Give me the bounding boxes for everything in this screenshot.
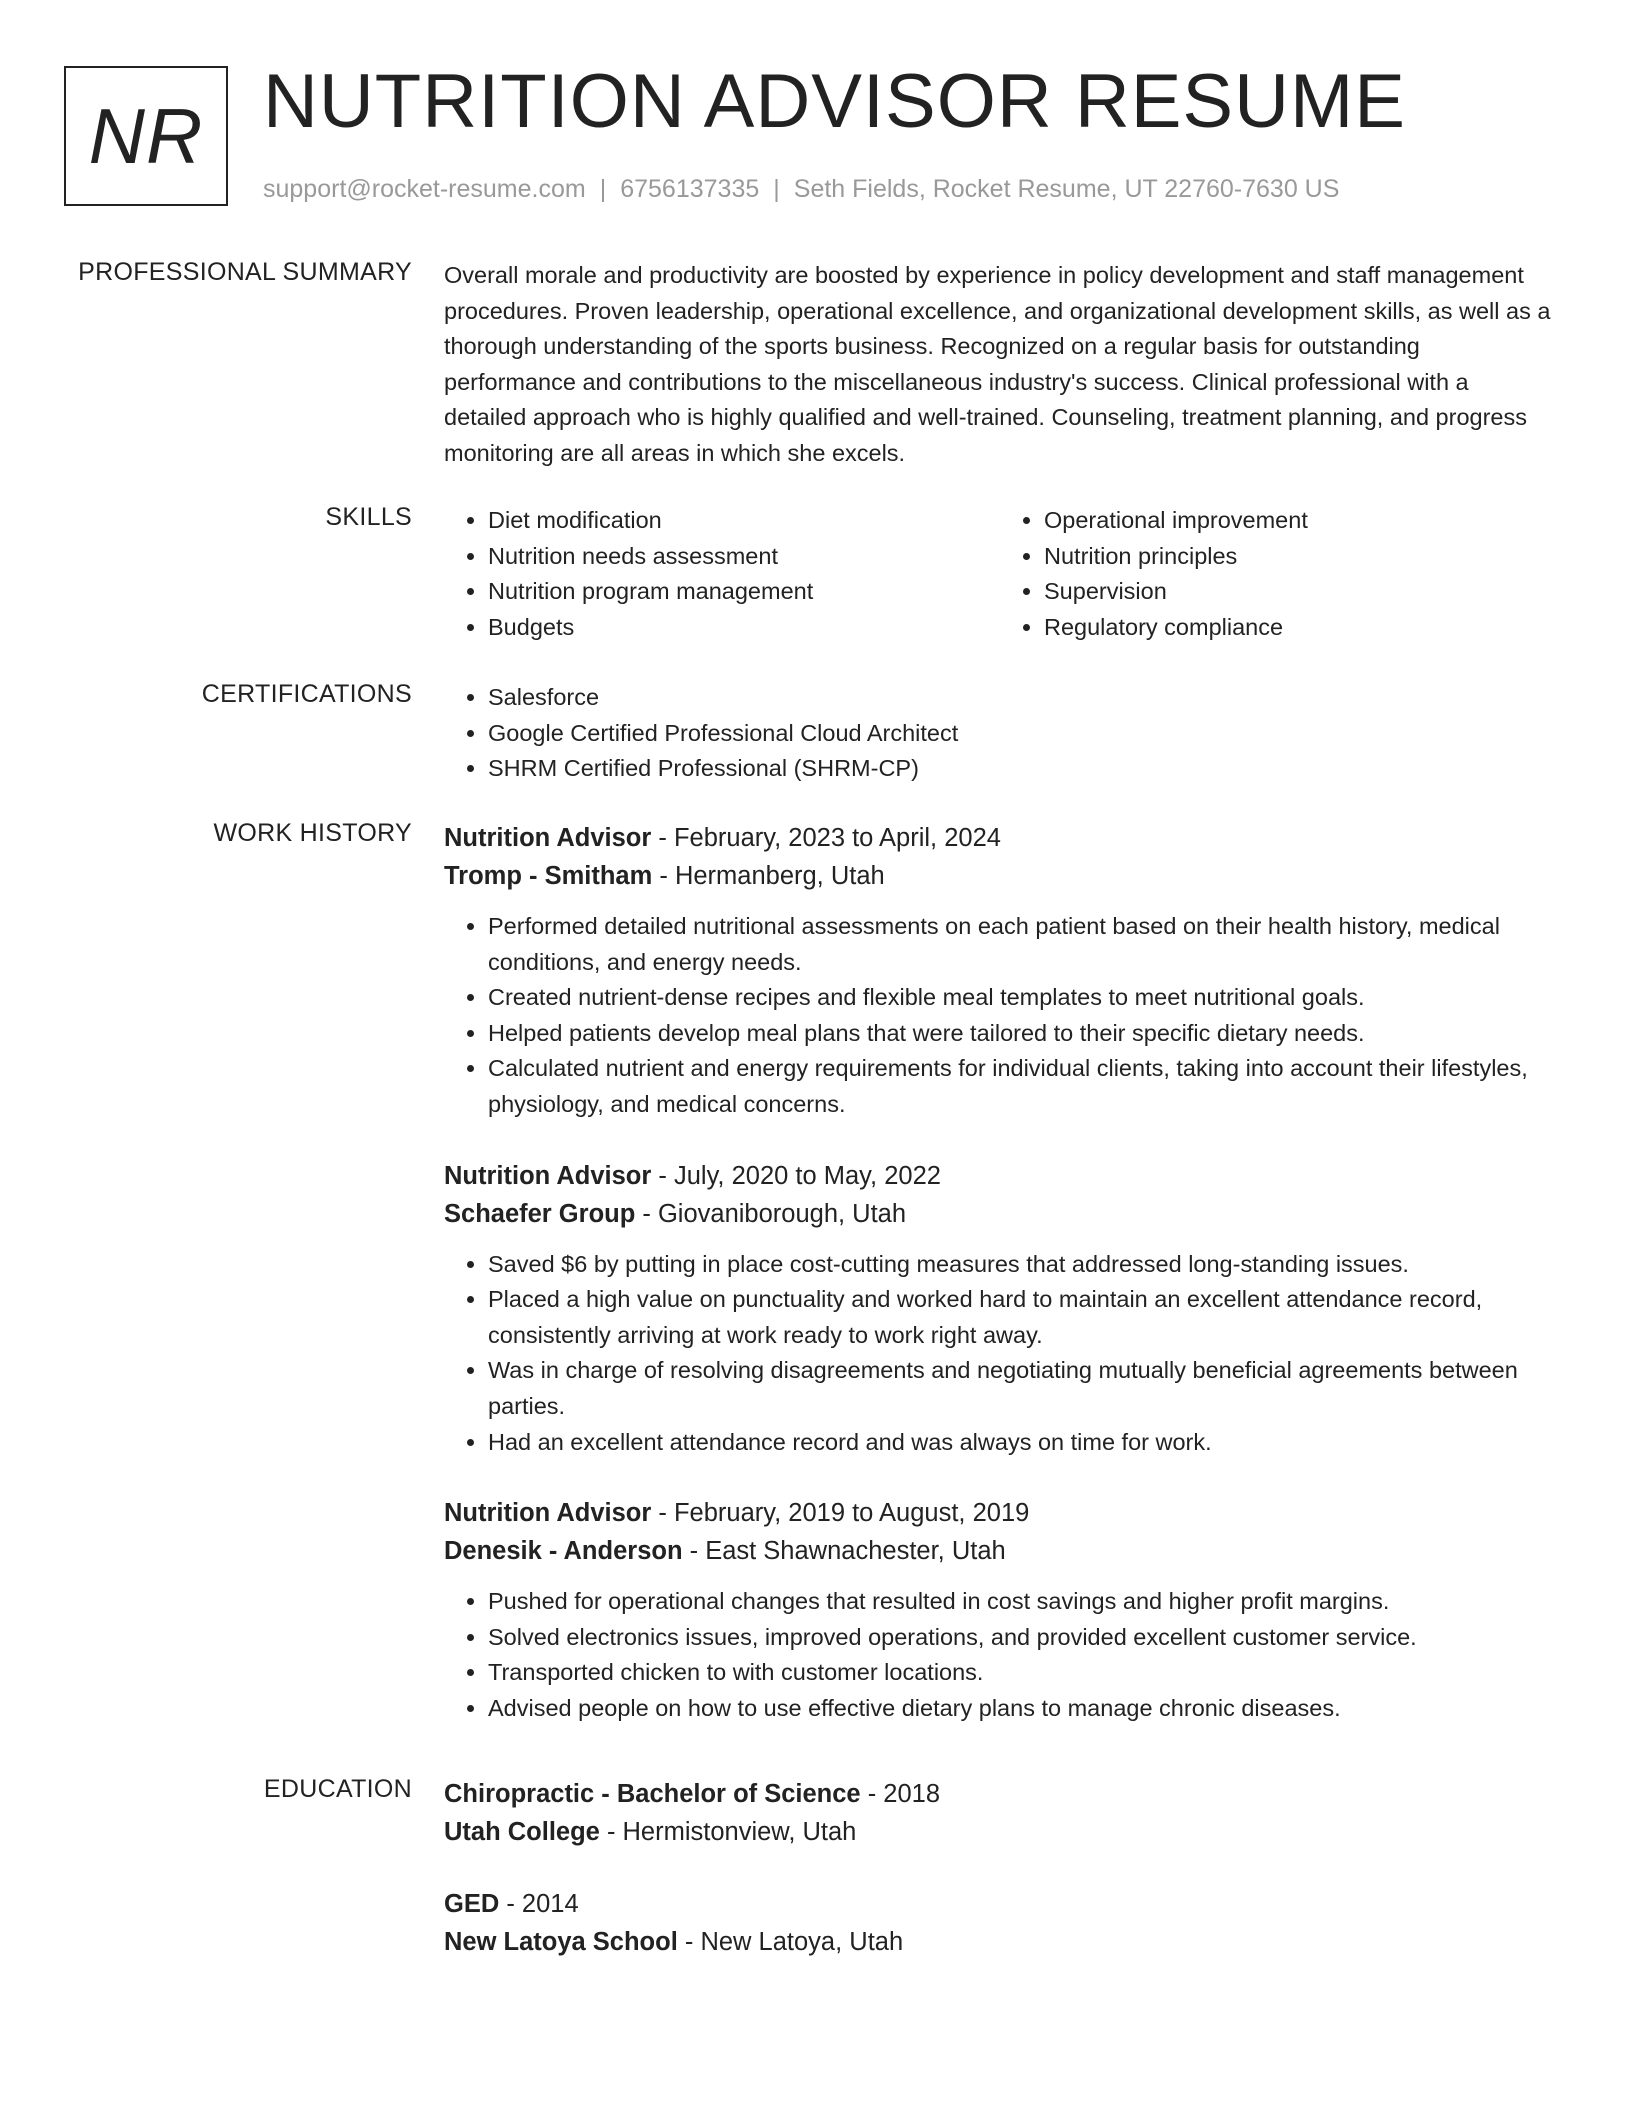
contact-separator: | (599, 175, 607, 203)
job-title-line (444, 1494, 1556, 1532)
job-title-line (444, 1157, 1556, 1195)
summary-label: PROFESSIONAL SUMMARY (78, 258, 412, 286)
job-bullet: • Calculated nutrient and energy requirements for individual clients, taking into account their lifestyles, physiology, and medical concerns. (488, 1051, 1556, 1122)
education-year: - 2018 (860, 1780, 941, 1808)
job-location: - Hermanberg, Utah (652, 862, 885, 890)
skill-item: • Budgets (488, 610, 1000, 646)
job-dates: - July, 2020 to May, 2022 (651, 1161, 941, 1190)
contact-separator: | (773, 175, 780, 203)
job-title-line (444, 819, 1556, 857)
skill-item: • Regulatory compliance (1044, 610, 1556, 646)
job-bullet: • Advised people on how to use effective dietary plans to manage chronic diseases. (488, 1691, 1556, 1727)
job-bullet: • Placed a high value on punctuality and worked hard to maintain an excellent attendance record, consistently arriving at work ready to work right away. (488, 1282, 1556, 1353)
education-list (444, 1775, 1556, 1995)
skill-item: • Nutrition needs assessment (488, 539, 1000, 575)
job-bullet: • Pushed for operational changes that resulted in cost savings and higher profit margins. (488, 1584, 1556, 1620)
job-bullet: • Created nutrient-dense recipes and flexible meal templates to meet nutritional goals. (488, 980, 1556, 1016)
job-title: Nutrition Advisor (444, 1161, 652, 1190)
education-year: - 2014 (499, 1890, 579, 1918)
skills-column-2 (1000, 503, 1556, 645)
education-degree: GED (444, 1890, 500, 1918)
job-company: Tromp - Smitham (444, 862, 653, 890)
skill-item: • Nutrition principles (1044, 539, 1556, 575)
certifications-list (444, 680, 1556, 787)
contact-address: Seth Fields, Rocket Resume, UT 22760-7630 US (793, 175, 1340, 203)
job-entry (444, 1157, 1556, 1461)
job-entry (444, 819, 1556, 1123)
job-dates: - February, 2019 to August, 2019 (651, 1499, 1030, 1528)
job-dates: - February, 2023 to April, 2024 (651, 824, 1001, 852)
job-title: Nutrition Advisor (444, 824, 652, 852)
job-bullets (444, 909, 1556, 1123)
education-label: EDUCATION (263, 1775, 412, 1803)
job-entry (444, 1494, 1556, 1726)
skill-item: • Diet modification (488, 503, 1000, 539)
education-degree-line (444, 1775, 1556, 1813)
education-entry (444, 1885, 1556, 1961)
job-title: Nutrition Advisor (444, 1499, 652, 1528)
education-degree-line (444, 1885, 1556, 1923)
job-company-line (444, 1195, 1556, 1233)
certification-item: • SHRM Certified Professional (SHRM-CP) (488, 751, 1556, 787)
certifications-label: CERTIFICATIONS (201, 680, 412, 708)
work-history-list (444, 819, 1556, 1761)
job-bullets (444, 1247, 1556, 1461)
summary-text: Overall morale and productivity are boosted by experience in policy development and staff management procedures. Proven leadership, operational excellence, and organizational development skills, as well as a thorough understanding of the sports business. Recognized on a regular basis for outstanding performance and contributions to the miscellaneous industry's success. Clinical professional with a detailed approach who is highly qualified and well-trained. Counseling, treatment planning, and progress monitoring are all areas in which she excels. (444, 262, 1551, 466)
monogram-initials: NR (64, 66, 228, 206)
job-bullets (444, 1584, 1556, 1726)
education-degree: Chiropractic - Bachelor of Science (444, 1780, 861, 1808)
job-bullet: • Solved electronics issues, improved operations, and provided excellent customer service. (488, 1620, 1556, 1656)
job-bullet: • Had an excellent attendance record and was always on time for work. (488, 1425, 1556, 1461)
job-company: Schaefer Group (444, 1199, 636, 1228)
contact-phone: 6756137335 (620, 175, 760, 203)
job-company: Denesik - Anderson (444, 1537, 683, 1566)
job-bullet: • Saved $6 by putting in place cost-cutting measures that addressed long-standing issues. (488, 1247, 1556, 1283)
certification-item: • Google Certified Professional Cloud Architect (488, 716, 1556, 752)
job-company-line (444, 1532, 1556, 1570)
job-bullet: • Was in charge of resolving disagreements and negotiating mutually beneficial agreements between parties. (488, 1353, 1556, 1424)
education-entry (444, 1775, 1556, 1851)
job-bullet: • Helped patients develop meal plans that were tailored to their specific dietary needs. (488, 1016, 1556, 1052)
skills-column-1 (444, 503, 1000, 645)
contact-email: support@rocket-resume.com (263, 175, 586, 203)
education-location: - Hermistonview, Utah (599, 1818, 857, 1846)
work-history-label: WORK HISTORY (213, 819, 412, 847)
skills-list (444, 503, 1556, 645)
education-school: Utah College (444, 1818, 600, 1846)
resume-title: NUTRITION ADVISOR RESUME (263, 59, 1406, 144)
education-school: New Latoya School (444, 1928, 678, 1956)
job-location: - Giovaniborough, Utah (635, 1199, 907, 1228)
education-school-line (444, 1813, 1556, 1851)
skills-label: SKILLS (325, 503, 412, 531)
skill-item: • Nutrition program management (488, 574, 1000, 610)
job-bullet: • Performed detailed nutritional assessments on each patient based on their health history, medical conditions, and energy needs. (488, 909, 1556, 980)
skill-item: • Supervision (1044, 574, 1556, 610)
contact-line (263, 175, 1339, 204)
job-location: - East Shawnachester, Utah (682, 1537, 1006, 1566)
job-bullet: • Transported chicken to with customer locations. (488, 1655, 1556, 1691)
education-school-line (444, 1923, 1556, 1961)
education-location: - New Latoya, Utah (677, 1928, 904, 1956)
job-company-line (444, 857, 1556, 895)
skill-item: • Operational improvement (1044, 503, 1556, 539)
certification-item: • Salesforce (488, 680, 1556, 716)
